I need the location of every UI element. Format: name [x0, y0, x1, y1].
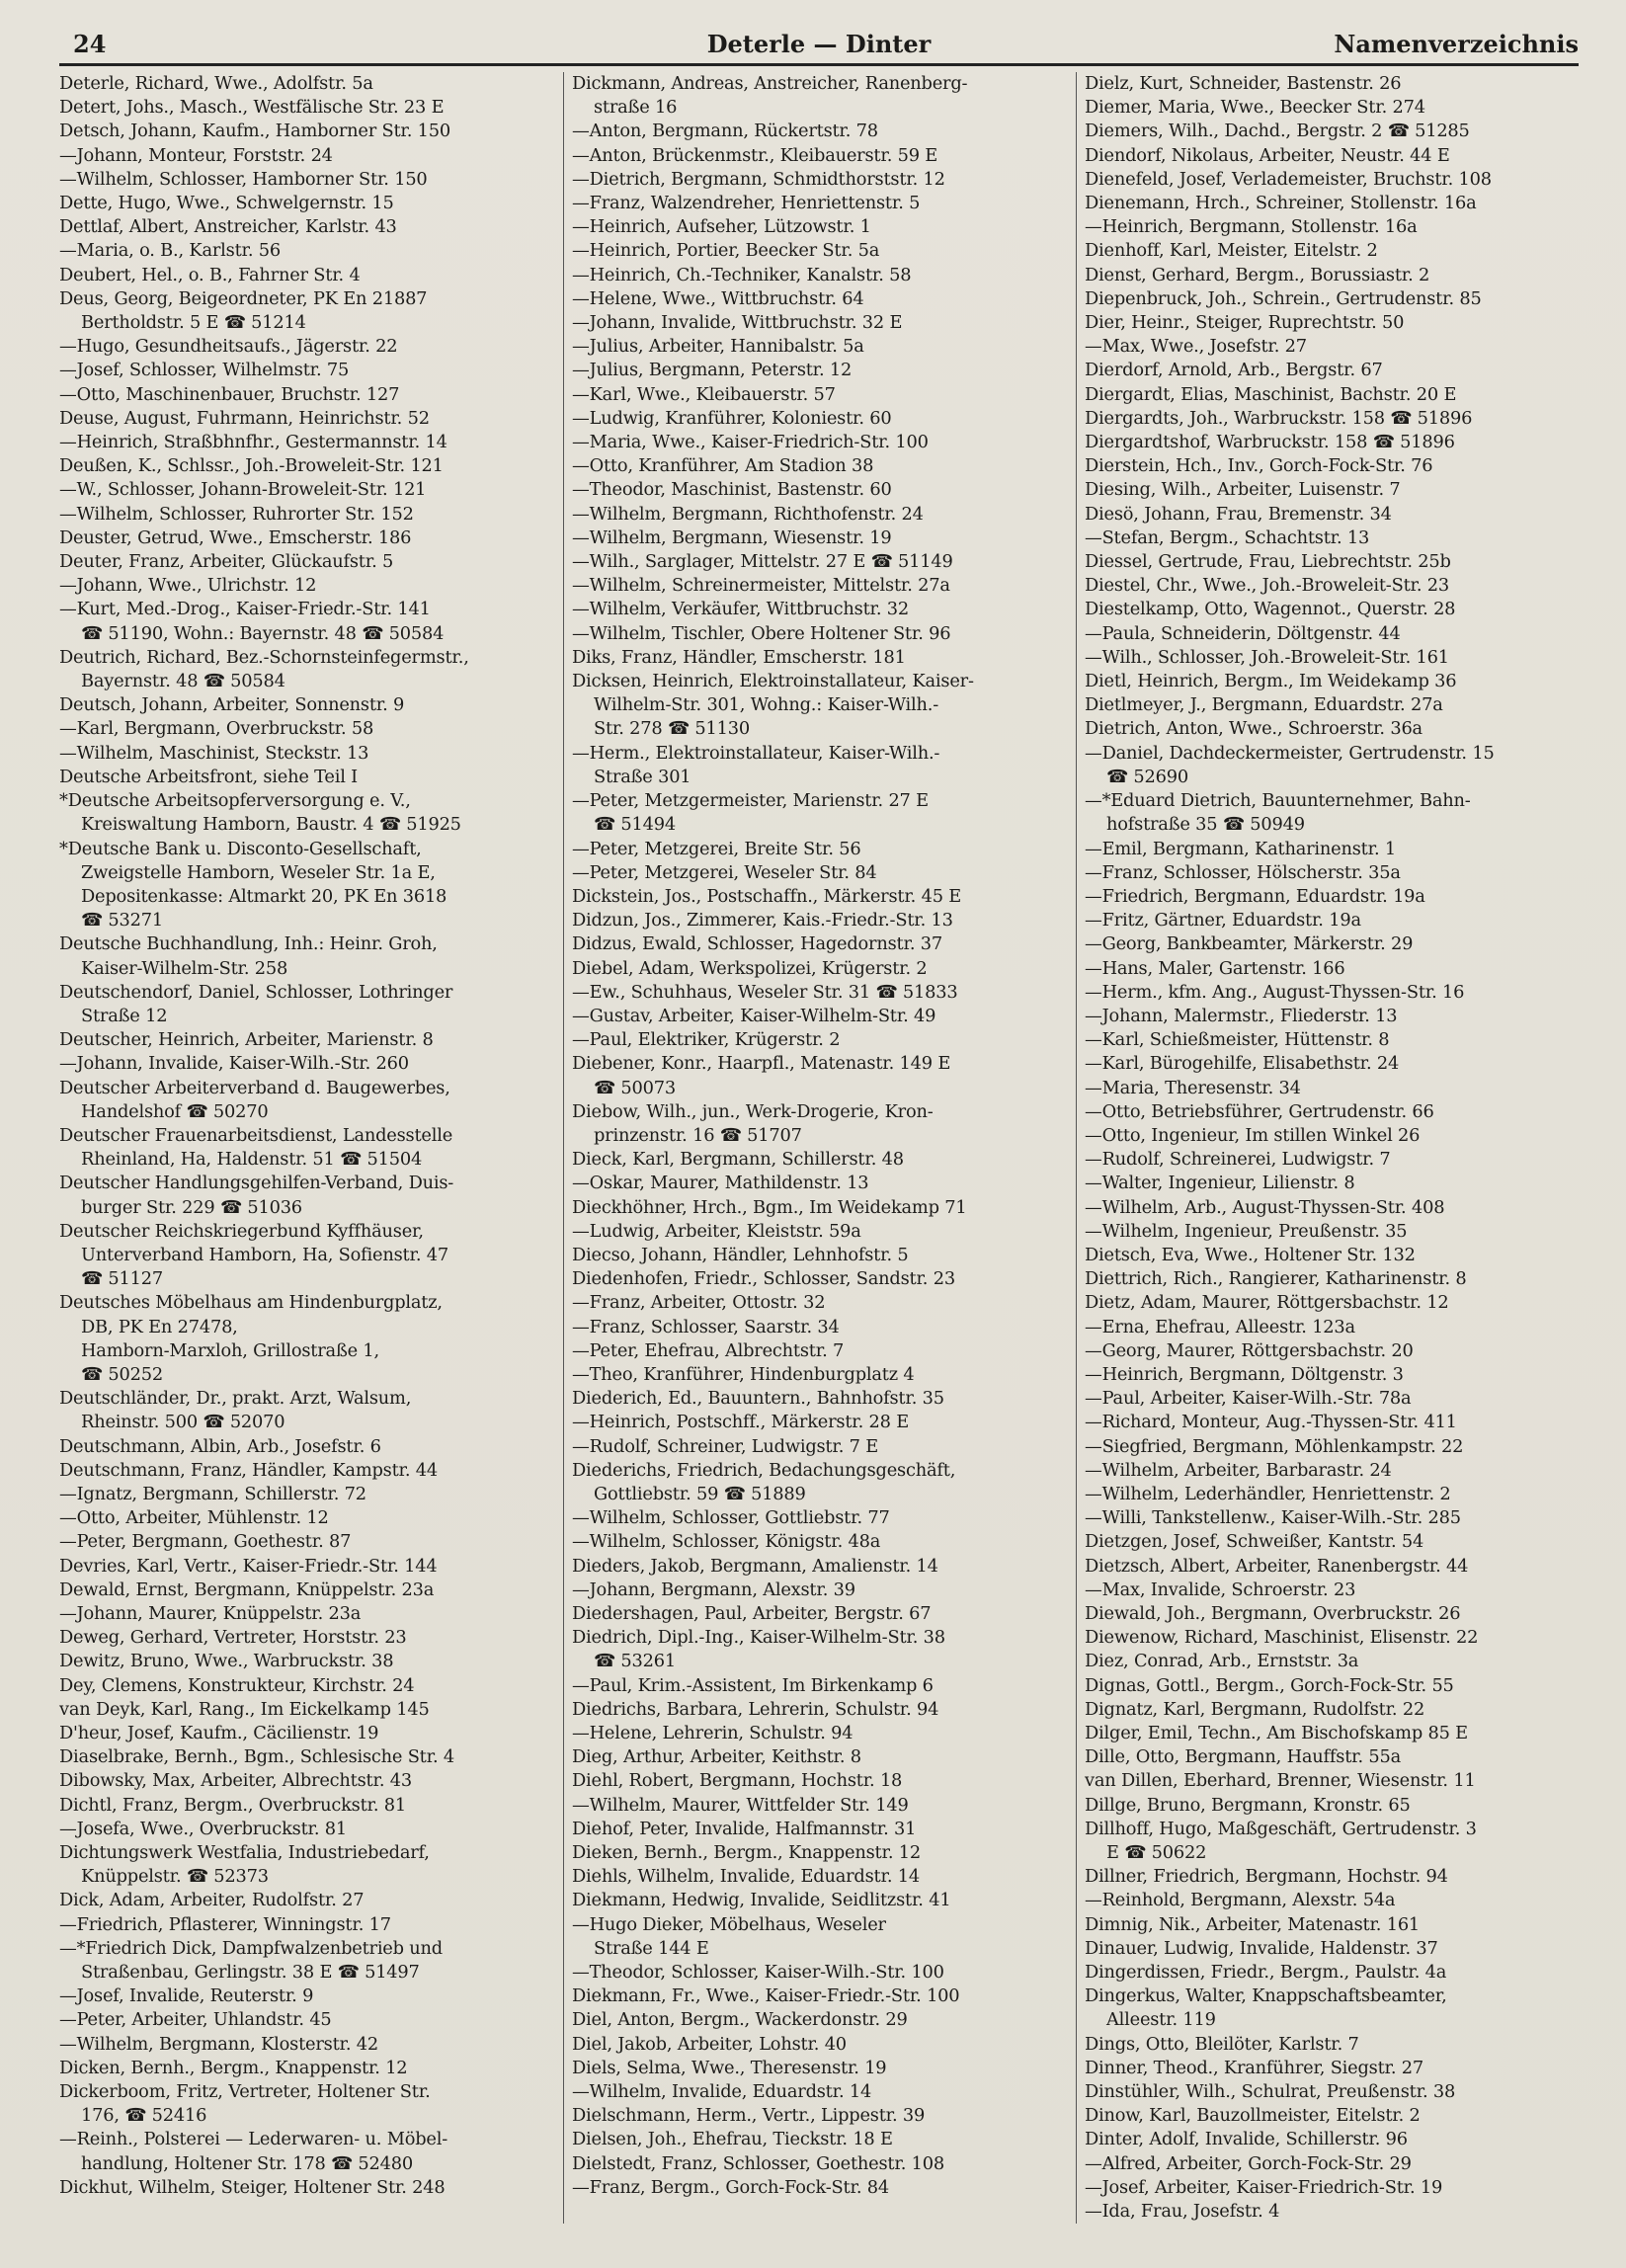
directory-columns	[59, 72, 1579, 2224]
directory-entry: —Theodor, Maschinist, Bastenstr. 60	[572, 479, 892, 501]
directory-entry: —Johann, Invalide, Kaiser-Wilh.-Str. 260	[59, 1053, 409, 1075]
directory-entry: Diepenbruck, Joh., Schrein., Gertrudenstr. 85	[1085, 287, 1482, 309]
directory-entry: Deuter, Franz, Arbeiter, Glückaufstr. 5	[59, 551, 394, 573]
directory-entry: —Johann, Invalide, Wittbruchstr. 32 E	[572, 312, 903, 334]
directory-entry: —Heinrich, Straßbhnfhr., Gestermannstr. 14	[59, 432, 447, 453]
directory-entry: —Wilhelm, Schreinermeister, Mittelstr. 27a	[572, 575, 950, 597]
directory-entry: Dickhut, Wilhelm, Steiger, Holtener Str. 248	[59, 2176, 446, 2198]
directory-entry: —Otto, Maschinenbauer, Bruchstr. 127	[59, 383, 400, 405]
directory-entry: Dinow, Karl, Bauzollmeister, Eitelstr. 2	[1085, 2105, 1421, 2127]
directory-entry: Dignas, Gottl., Bergm., Gorch-Fock-Str. 55	[1085, 1674, 1454, 1696]
directory-entry: —Reinh., Polsterei — Lederwaren- u. Möbel- handlung, Holtener Str. 178 ☎ 52480	[59, 2129, 448, 2174]
directory-entry: —Siegfried, Bergmann, Möhlenkampstr. 22	[1085, 1435, 1464, 1457]
directory-entry: —Herm., Elektroinstallateur, Kaiser-Wilh.- Straße 301	[572, 742, 940, 787]
directory-entry: Dielsen, Joh., Ehefrau, Tieckstr. 18 E	[572, 2129, 893, 2150]
directory-entry: Diestel, Chr., Wwe., Joh.-Broweleit-Str. 23	[1085, 575, 1449, 597]
directory-entry: —Wilhelm, Schlosser, Ruhrorter Str. 152	[59, 503, 414, 525]
directory-entry: —Gustav, Arbeiter, Kaiser-Wilhelm-Str. 49	[572, 1005, 936, 1026]
directory-entry: Dicken, Bernh., Bergm., Knappenstr. 12	[59, 2057, 408, 2078]
directory-entry: —Wilhelm, Schlosser, Königstr. 48a	[572, 1531, 881, 1553]
directory-entry: Diks, Franz, Händler, Emscherstr. 181	[572, 646, 906, 668]
directory-entry: Dielstedt, Franz, Schlosser, Goethestr. 108	[572, 2152, 944, 2174]
directory-entry: *Deutsche Bank u. Disconto-Gesellschaft, Zweigstelle Hamborn, Weseler Str. 1a E, Depositenkasse: Altmarkt 20, PK En 3618 ☎ 53271	[59, 838, 447, 932]
directory-entry: Diewald, Joh., Bergmann, Overbruckstr. 26	[1085, 1603, 1461, 1624]
directory-entry: Diendorf, Nikolaus, Arbeiter, Neustr. 44 E	[1085, 144, 1450, 166]
directory-entry: —Wilhelm, Schlosser, Hamborner Str. 150	[59, 168, 428, 190]
directory-entry: Diedrich, Dipl.-Ing., Kaiser-Wilhelm-Str. 38 ☎ 53261	[572, 1627, 945, 1672]
directory-entry: Dieckhöhner, Hrch., Bgm., Im Weidekamp 71	[572, 1196, 967, 1218]
directory-entry: Deutscher Frauenarbeitsdienst, Landesstelle Rheinland, Ha, Haldenstr. 51 ☎ 51504	[59, 1124, 453, 1171]
directory-entry: Deutscher Handlungsgehilfen-Verband, Duis- burger Str. 229 ☎ 51036	[59, 1173, 454, 1218]
directory-entry: —Franz, Arbeiter, Ottostr. 32	[572, 1292, 826, 1314]
directory-entry: Dienst, Gerhard, Bergm., Borussiastr. 2	[1085, 264, 1430, 285]
directory-entry: Dingerkus, Walter, Knappschaftsbeamter, Alleestr. 119	[1085, 1985, 1447, 2031]
directory-entry: —Helene, Lehrerin, Schulstr. 94	[572, 1723, 854, 1744]
directory-entry: Dinter, Adolf, Invalide, Schillerstr. 96	[1085, 2129, 1408, 2150]
directory-entry: Diel, Anton, Bergm., Wackerdonstr. 29	[572, 2009, 908, 2031]
directory-entry: —Wilhelm, Schlosser, Gottliebstr. 77	[572, 1507, 890, 1529]
directory-entry: —Johann, Monteur, Forststr. 24	[59, 144, 333, 166]
directory-entry: Diekmann, Fr., Wwe., Kaiser-Friedr.-Str. 100	[572, 1985, 960, 2007]
directory-entry: Didzus, Ewald, Schlosser, Hagedornstr. 37	[572, 933, 942, 955]
directory-entry: —Otto, Arbeiter, Mühlenstr. 12	[59, 1507, 329, 1529]
directory-entry: Deutsche Arbeitsfront, siehe Teil I	[59, 766, 358, 787]
directory-entry: —Wilhelm, Bergmann, Wiesenstr. 19	[572, 526, 892, 548]
directory-entry: —Josef, Invalide, Reuterstr. 9	[59, 1985, 314, 2007]
directory-entry: —Johann, Bergmann, Alexstr. 39	[572, 1579, 855, 1600]
directory-entry: Dillner, Friedrich, Bergmann, Hochstr. 94	[1085, 1866, 1448, 1888]
directory-entry: —Ludwig, Kranführer, Koloniestr. 60	[572, 407, 892, 429]
directory-entry: —Friedrich, Pflasterer, Winningstr. 17	[59, 1913, 391, 1935]
directory-entry: —Stefan, Bergm., Schachtstr. 13	[1085, 526, 1370, 548]
page-number: 24	[73, 30, 107, 58]
directory-entry: Diez, Conrad, Arb., Ernststr. 3a	[1085, 1651, 1359, 1672]
directory-entry: van Dillen, Eberhard, Brenner, Wiesenstr. 11	[1085, 1770, 1476, 1792]
directory-entry: —Ida, Frau, Josefstr. 4	[1085, 2201, 1280, 2223]
directory-entry: —Anton, Brückenmstr., Kleibauerstr. 59 E	[572, 144, 938, 166]
directory-entry: —Wilhelm, Arbeiter, Barbarastr. 24	[1085, 1459, 1392, 1481]
directory-entry: Didzun, Jos., Zimmerer, Kais.-Friedr.-Str. 13	[572, 910, 953, 932]
directory-entry: Dier, Heinr., Steiger, Ruprechtstr. 50	[1085, 312, 1405, 334]
directory-entry: Dieders, Jakob, Bergmann, Amalienstr. 14	[572, 1555, 938, 1577]
directory-entry: —Friedrich, Bergmann, Eduardstr. 19a	[1085, 885, 1425, 907]
directory-entry: Diebel, Adam, Werkspolizei, Krügerstr. 2	[572, 957, 928, 979]
directory-entry: Diewenow, Richard, Maschinist, Elisenstr. 22	[1085, 1627, 1479, 1649]
directory-entry: Deterle, Richard, Wwe., Adolfstr. 5a	[59, 73, 373, 94]
directory-entry: —Karl, Bergmann, Overbruckstr. 58	[59, 718, 374, 740]
directory-entry: —Wilh., Sarglager, Mittelstr. 27 E ☎ 51149	[572, 551, 953, 573]
directory-entry: Dille, Otto, Bergmann, Hauffstr. 55a	[1085, 1746, 1402, 1768]
directory-entry: Dienefeld, Josef, Verlademeister, Bruchstr. 108	[1085, 168, 1492, 190]
directory-entry: —Oskar, Maurer, Mathildenstr. 13	[572, 1173, 869, 1194]
directory-entry: Deußen, K., Schlssr., Joh.-Broweleit-Str. 121	[59, 455, 444, 477]
directory-entry: Dichtl, Franz, Bergm., Overbruckstr. 81	[59, 1794, 407, 1816]
directory-entry: —Otto, Betriebsführer, Gertrudenstr. 66	[1085, 1100, 1434, 1122]
directory-entry: Detsch, Johann, Kaufm., Hamborner Str. 150	[59, 121, 450, 142]
directory-entry: —Alfred, Arbeiter, Gorch-Fock-Str. 29	[1085, 2152, 1412, 2174]
directory-entry: Dey, Clemens, Konstrukteur, Kirchstr. 24	[59, 1674, 415, 1696]
directory-entry: Dietl, Heinrich, Bergm., Im Weidekamp 36	[1085, 671, 1457, 692]
directory-entry: Dietlmeyer, J., Bergmann, Eduardstr. 27a	[1085, 694, 1443, 716]
directory-entry: —Wilhelm, Bergmann, Klosterstr. 42	[59, 2033, 379, 2055]
directory-entry: —Hugo, Gesundheitsaufs., Jägerstr. 22	[59, 336, 398, 358]
directory-entry: —Emil, Bergmann, Katharinenstr. 1	[1085, 838, 1396, 859]
directory-entry: Dienhoff, Karl, Meister, Eitelstr. 2	[1085, 240, 1378, 262]
directory-entry: —Julius, Arbeiter, Hannibalstr. 5a	[572, 336, 864, 358]
directory-entry: —Karl, Wwe., Kleibauerstr. 57	[572, 383, 836, 405]
directory-entry: Diederichs, Friedrich, Bedachungsgeschäft, Gottliebstr. 59 ☎ 51889	[572, 1459, 956, 1504]
directory-entry: —Wilhelm, Verkäufer, Wittbruchstr. 32	[572, 599, 909, 620]
directory-entry: —Otto, Kranführer, Am Stadion 38	[572, 455, 874, 477]
directory-entry: Dickerboom, Fritz, Vertreter, Holtener Str. 176, ☎ 52416	[59, 2081, 431, 2127]
directory-entry: Deuster, Getrud, Wwe., Emscherstr. 186	[59, 526, 412, 548]
directory-entry: Deutscher Reichskriegerbund Kyffhäuser, Unterverband Hamborn, Ha, Sofienstr. 47 ☎ 51127	[59, 1220, 448, 1290]
directory-entry: —Max, Invalide, Schroerstr. 23	[1085, 1579, 1356, 1600]
directory-entry: Dicksen, Heinrich, Elektroinstallateur, Kaiser- Wilhelm-Str. 301, Wohng.: Kaiser-Wilh.- Str. 278 ☎ 51130	[572, 671, 974, 740]
directory-entry: Diergardtshof, Warbruckstr. 158 ☎ 51896	[1085, 432, 1455, 453]
directory-entry: —Georg, Bankbeamter, Märkerstr. 29	[1085, 933, 1414, 955]
section-title: Namenverzeichnis	[1334, 30, 1579, 58]
directory-entry: Diesing, Wilh., Arbeiter, Luisenstr. 7	[1085, 479, 1401, 501]
directory-entry: Dickmann, Andreas, Anstreicher, Ranenberg- straße 16	[572, 73, 968, 119]
column-right	[1076, 72, 1579, 2224]
directory-entry: Diesö, Johann, Frau, Bremenstr. 34	[1085, 503, 1392, 525]
directory-entry: Deutschmann, Albin, Arb., Josefstr. 6	[59, 1435, 381, 1457]
directory-entry: —Franz, Schlosser, Hölscherstr. 35a	[1085, 861, 1401, 883]
header-rule	[59, 63, 1579, 66]
directory-entry: —Reinhold, Bergmann, Alexstr. 54a	[1085, 1890, 1396, 1911]
directory-entry: —Heinrich, Aufseher, Lützowstr. 1	[572, 216, 871, 238]
directory-entry: —Josef, Arbeiter, Kaiser-Friedrich-Str. 19	[1085, 2176, 1443, 2198]
directory-entry: Dimnig, Nik., Arbeiter, Matenastr. 161	[1085, 1913, 1421, 1935]
column-left	[59, 72, 553, 2224]
directory-entry: Dierdorf, Arnold, Arb., Bergstr. 67	[1085, 360, 1383, 381]
directory-entry: Dichtungswerk Westfalia, Industriebedarf, Knüppelstr. ☎ 52373	[59, 1842, 430, 1888]
directory-entry: Dignatz, Karl, Bergmann, Rudolfstr. 22	[1085, 1698, 1425, 1720]
directory-entry: Deutscher, Heinrich, Arbeiter, Marienstr. 8	[59, 1029, 434, 1051]
directory-entry: Deubert, Hel., o. B., Fahrner Str. 4	[59, 264, 361, 285]
directory-entry: —Max, Wwe., Josefstr. 27	[1085, 336, 1307, 358]
directory-entry: Dietsch, Eva, Wwe., Holtener Str. 132	[1085, 1244, 1416, 1265]
directory-entry: Dettlaf, Albert, Anstreicher, Karlstr. 43	[59, 216, 397, 238]
directory-entry: Deutsches Möbelhaus am Hindenburgplatz, DB, PK En 27478, Hamborn-Marxloh, Grillostraße 1, ☎ 50252	[59, 1292, 443, 1385]
directory-entry: —Wilhelm, Invalide, Eduardstr. 14	[572, 2081, 872, 2103]
directory-entry: —Ignatz, Bergmann, Schillerstr. 72	[59, 1483, 366, 1504]
directory-entry: Deutschendorf, Daniel, Schlosser, Lothringer Straße 12	[59, 981, 453, 1026]
directory-entry: —Heinrich, Postschff., Märkerstr. 28 E	[572, 1412, 909, 1433]
directory-entry: Dillge, Bruno, Bergmann, Kronstr. 65	[1085, 1794, 1411, 1816]
directory-entry: —Johann, Maurer, Knüppelstr. 23a	[59, 1603, 362, 1624]
directory-entry: Diehls, Wilhelm, Invalide, Eduardstr. 14	[572, 1866, 920, 1888]
directory-entry: Devries, Karl, Vertr., Kaiser-Friedr.-Str. 144	[59, 1555, 438, 1577]
directory-entry: Dingerdissen, Friedr., Bergm., Paulstr. 4a	[1085, 1962, 1447, 1984]
directory-entry: Diebow, Wilh., jun., Werk-Drogerie, Kron- prinzenstr. 16 ☎ 51707	[572, 1100, 934, 1146]
directory-entry: —Paul, Elektriker, Krügerstr. 2	[572, 1029, 841, 1051]
directory-entry: —Peter, Metzgermeister, Marienstr. 27 E ☎ 51494	[572, 790, 929, 836]
directory-entry: Dinauer, Ludwig, Invalide, Haldenstr. 37	[1085, 1937, 1438, 1959]
directory-entry: —Peter, Arbeiter, Uhlandstr. 45	[59, 2009, 332, 2031]
directory-entry: —Maria, Wwe., Kaiser-Friedrich-Str. 100	[572, 432, 929, 453]
directory-entry: —Wilhelm, Maschinist, Steckstr. 13	[59, 742, 369, 764]
directory-entry: —Wilhelm, Maurer, Wittfelder Str. 149	[572, 1794, 909, 1816]
directory-entry: Diergardts, Joh., Warbruckstr. 158 ☎ 51896	[1085, 407, 1473, 429]
running-title: Deterle — Dinter	[706, 30, 932, 58]
directory-entry: —Theo, Kranführer, Hindenburgplatz 4	[572, 1363, 915, 1385]
page-header	[59, 30, 1579, 59]
directory-entry: —Ludwig, Arbeiter, Kleiststr. 59a	[572, 1220, 861, 1242]
directory-entry: —Helene, Wwe., Wittbruchstr. 64	[572, 287, 864, 309]
directory-entry: Diergardt, Elias, Maschinist, Bachstr. 20 E	[1085, 383, 1457, 405]
directory-entry: Dielz, Kurt, Schneider, Bastenstr. 26	[1085, 73, 1402, 94]
directory-entry: Diehl, Robert, Bergmann, Hochstr. 18	[572, 1770, 903, 1792]
directory-entry: Diedrichs, Barbara, Lehrerin, Schulstr. 94	[572, 1698, 939, 1720]
directory-entry: —Rudolf, Schreiner, Ludwigstr. 7 E	[572, 1435, 878, 1457]
directory-entry: Diecso, Johann, Händler, Lehnhofstr. 5	[572, 1244, 909, 1265]
directory-entry: —Peter, Metzgerei, Breite Str. 56	[572, 838, 861, 859]
directory-entry: —Wilhelm, Bergmann, Richthofenstr. 24	[572, 503, 924, 525]
directory-entry: Diel, Jakob, Arbeiter, Lohstr. 40	[572, 2033, 847, 2055]
directory-entry: —Rudolf, Schreinerei, Ludwigstr. 7	[1085, 1149, 1391, 1171]
directory-entry: Dieken, Bernh., Bergm., Knappenstr. 12	[572, 1842, 921, 1864]
directory-entry: —Franz, Schlosser, Saarstr. 34	[572, 1316, 840, 1337]
directory-entry: Dietzgen, Josef, Schweißer, Kantstr. 54	[1085, 1531, 1424, 1553]
directory-entry: Dietzsch, Albert, Arbeiter, Ranenbergstr. 44	[1085, 1555, 1469, 1577]
directory-entry: Detert, Johs., Masch., Westfälische Str. 23 E	[59, 97, 445, 119]
directory-entry: —Johann, Malermstr., Fliederstr. 13	[1085, 1005, 1398, 1026]
directory-entry: —Paula, Schneiderin, Döltgenstr. 44	[1085, 622, 1401, 644]
directory-entry: —Maria, Theresenstr. 34	[1085, 1077, 1301, 1098]
directory-entry: Deuse, August, Fuhrmann, Heinrichstr. 52	[59, 407, 430, 429]
directory-entry: Dette, Hugo, Wwe., Schwelgernstr. 15	[59, 193, 394, 214]
directory-entry: Dewald, Ernst, Bergmann, Knüppelstr. 23a	[59, 1579, 435, 1600]
directory-entry: Deutsche Buchhandlung, Inh.: Heinr. Groh, Kaiser-Wilhelm-Str. 258	[59, 933, 438, 979]
directory-entry: —Wilhelm, Arb., August-Thyssen-Str. 408	[1085, 1196, 1445, 1218]
directory-entry: Diaselbrake, Bernh., Bgm., Schlesische Str. 4	[59, 1746, 454, 1768]
directory-entry: —Josef, Schlosser, Wilhelmstr. 75	[59, 360, 350, 381]
directory-entry: D'heur, Josef, Kaufm., Cäcilienstr. 19	[59, 1723, 379, 1744]
directory-entry: Dilger, Emil, Techn., Am Bischofskamp 85 E	[1085, 1723, 1468, 1744]
directory-entry: —Fritz, Gärtner, Eduardstr. 19a	[1085, 910, 1361, 932]
directory-entry: —Peter, Ehefrau, Albrechtstr. 7	[572, 1339, 845, 1361]
directory-entry: —Kurt, Med.-Drog., Kaiser-Friedr.-Str. 141 ☎ 51190, Wohn.: Bayernstr. 48 ☎ 50584	[59, 599, 445, 644]
directory-entry: —Wilhelm, Ingenieur, Preußenstr. 35	[1085, 1220, 1408, 1242]
directory-entry: —Paul, Arbeiter, Kaiser-Wilh.-Str. 78a	[1085, 1388, 1412, 1410]
directory-entry: Dielschmann, Herm., Vertr., Lippestr. 39	[572, 2105, 926, 2127]
directory-entry: Dieg, Arthur, Arbeiter, Keithstr. 8	[572, 1746, 861, 1768]
directory-entry: *Deutsche Arbeitsopferversorgung e. V., Kreiswaltung Hamborn, Baustr. 4 ☎ 51925	[59, 790, 461, 836]
directory-entry: Dierstein, Hch., Inv., Gorch-Fock-Str. 76	[1085, 455, 1433, 477]
directory-entry: Dings, Otto, Bleilöter, Karlstr. 7	[1085, 2033, 1359, 2055]
directory-entry: Dick, Adam, Arbeiter, Rudolfstr. 27	[59, 1890, 365, 1911]
directory-entry: van Deyk, Karl, Rang., Im Eickelkamp 145	[59, 1698, 430, 1720]
directory-entry: —Willi, Tankstellenw., Kaiser-Wilh.-Str. 285	[1085, 1507, 1461, 1529]
directory-entry: Diehof, Peter, Invalide, Halfmannstr. 31	[572, 1818, 917, 1839]
directory-entry: Deutscher Arbeiterverband d. Baugewerbes, Handelshof ☎ 50270	[59, 1077, 450, 1122]
directory-entry: Deutschmann, Franz, Händler, Kampstr. 44	[59, 1459, 439, 1481]
directory-entry: —Anton, Bergmann, Rückertstr. 78	[572, 121, 878, 142]
directory-entry: Deweg, Gerhard, Vertreter, Horststr. 23	[59, 1627, 407, 1649]
directory-entry: Diessel, Gertrude, Frau, Liebrechtstr. 25b	[1085, 551, 1451, 573]
directory-entry: —W., Schlosser, Johann-Broweleit-Str. 121	[59, 479, 427, 501]
directory-entry: Deus, Georg, Beigeordneter, PK En 21887 Bertholdstr. 5 E ☎ 51214	[59, 287, 428, 334]
directory-entry: —Erna, Ehefrau, Alleestr. 123a	[1085, 1316, 1355, 1337]
directory-entry: Diemer, Maria, Wwe., Beecker Str. 274	[1085, 97, 1425, 119]
directory-entry: Diedershagen, Paul, Arbeiter, Bergstr. 67	[572, 1603, 932, 1624]
directory-entry: —Daniel, Dachdeckermeister, Gertrudenstr. 15 ☎ 52690	[1085, 742, 1495, 787]
directory-entry: —Peter, Bergmann, Goethestr. 87	[59, 1531, 352, 1553]
directory-entry: Dickstein, Jos., Postschaffn., Märkerstr. 45 E	[572, 885, 962, 907]
directory-entry: Diederich, Ed., Bauuntern., Bahnhofstr. 35	[572, 1388, 944, 1410]
directory-entry: Dinner, Theod., Kranführer, Siegstr. 27	[1085, 2057, 1424, 2078]
directory-entry: —Hugo Dieker, Möbelhaus, Weseler Straße 144 E	[572, 1913, 886, 1959]
directory-entry: Deutschländer, Dr., prakt. Arzt, Walsum, Rheinstr. 500 ☎ 52070	[59, 1388, 412, 1433]
directory-entry: Dienemann, Hrch., Schreiner, Stollenstr. 16a	[1085, 193, 1477, 214]
directory-entry: Diestelkamp, Otto, Wagennot., Querstr. 28	[1085, 599, 1456, 620]
directory-entry: Diemers, Wilh., Dachd., Bergstr. 2 ☎ 51285	[1085, 121, 1470, 142]
directory-entry: —Heinrich, Portier, Beecker Str. 5a	[572, 240, 880, 262]
directory-entry: Dewitz, Bruno, Wwe., Warbruckstr. 38	[59, 1651, 394, 1672]
directory-entry: —Heinrich, Ch.-Techniker, Kanalstr. 58	[572, 264, 912, 285]
directory-entry: Dinstühler, Wilh., Schulrat, Preußenstr. 38	[1085, 2081, 1456, 2103]
directory-entry: —Richard, Monteur, Aug.-Thyssen-Str. 411	[1085, 1412, 1457, 1433]
directory-entry: Dietrich, Anton, Wwe., Schroerstr. 36a	[1085, 718, 1423, 740]
directory-entry: Deutrich, Richard, Bez.-Schornsteinfegermstr., Bayernstr. 48 ☎ 50584	[59, 646, 469, 692]
directory-entry: Deutsch, Johann, Arbeiter, Sonnenstr. 9	[59, 694, 405, 716]
directory-entry: —*Eduard Dietrich, Bauunternehmer, Bahn- hofstraße 35 ☎ 50949	[1085, 790, 1471, 836]
directory-entry: Diels, Selma, Wwe., Theresenstr. 19	[572, 2057, 887, 2078]
directory-entry: —Julius, Bergmann, Peterstr. 12	[572, 360, 853, 381]
directory-entry: Diekmann, Hedwig, Invalide, Seidlitzstr. 41	[572, 1890, 951, 1911]
directory-entry: —Josefa, Wwe., Overbruckstr. 81	[59, 1818, 347, 1839]
directory-entry: —Ew., Schuhhaus, Weseler Str. 31 ☎ 51833	[572, 981, 958, 1003]
directory-entry: —Karl, Bürogehilfe, Elisabethstr. 24	[1085, 1053, 1400, 1075]
directory-entry: —Otto, Ingenieur, Im stillen Winkel 26	[1085, 1124, 1421, 1146]
directory-entry: Diebener, Konr., Haarpfl., Matenastr. 149 E ☎ 50073	[572, 1053, 951, 1098]
directory-entry: —Walter, Ingenieur, Lilienstr. 8	[1085, 1173, 1355, 1194]
directory-entry: —Franz, Bergm., Gorch-Fock-Str. 84	[572, 2176, 889, 2198]
directory-entry: —Paul, Krim.-Assistent, Im Birkenkamp 6	[572, 1674, 934, 1696]
directory-entry: —Franz, Walzendreher, Henriettenstr. 5	[572, 193, 921, 214]
directory-entry: —*Friedrich Dick, Dampfwalzenbetrieb und Straßenbau, Gerlingstr. 38 E ☎ 51497	[59, 1937, 443, 1984]
directory-entry: Diedenhofen, Friedr., Schlosser, Sandstr. 23	[572, 1268, 955, 1290]
directory-entry: Dillhoff, Hugo, Maßgeschäft, Gertrudenstr. 3 E ☎ 50622	[1085, 1818, 1477, 1864]
directory-entry: —Wilhelm, Lederhändler, Henriettenstr. 2	[1085, 1483, 1451, 1504]
column-middle	[563, 72, 1066, 2224]
directory-entry: —Wilh., Schlosser, Joh.-Broweleit-Str. 161	[1085, 646, 1449, 668]
directory-entry: —Karl, Schießmeister, Hüttenstr. 8	[1085, 1029, 1390, 1051]
directory-entry: —Hans, Maler, Gartenstr. 166	[1085, 957, 1345, 979]
directory-entry: —Heinrich, Bergmann, Döltgenstr. 3	[1085, 1363, 1404, 1385]
directory-entry: Dieck, Karl, Bergmann, Schillerstr. 48	[572, 1149, 904, 1171]
directory-entry: —Georg, Maurer, Röttgersbachstr. 20	[1085, 1339, 1414, 1361]
directory-entry: Dibowsky, Max, Arbeiter, Albrechtstr. 43	[59, 1770, 412, 1792]
directory-entry: —Johann, Wwe., Ulrichstr. 12	[59, 575, 317, 597]
directory-entry: —Dietrich, Bergmann, Schmidthorststr. 12	[572, 168, 945, 190]
directory-entry: Diettrich, Rich., Rangierer, Katharinenstr. 8	[1085, 1268, 1467, 1290]
directory-entry: —Peter, Metzgerei, Weseler Str. 84	[572, 861, 877, 883]
directory-entry: Dietz, Adam, Maurer, Röttgersbachstr. 12	[1085, 1292, 1449, 1314]
directory-entry: —Heinrich, Bergmann, Stollenstr. 16a	[1085, 216, 1418, 238]
directory-entry: —Maria, o. B., Karlstr. 56	[59, 240, 282, 262]
directory-entry: —Theodor, Schlosser, Kaiser-Wilh.-Str. 100	[572, 1962, 944, 1984]
directory-entry: —Wilhelm, Tischler, Obere Holtener Str. 96	[572, 622, 951, 644]
directory-entry: —Herm., kfm. Ang., August-Thyssen-Str. 16	[1085, 981, 1465, 1003]
